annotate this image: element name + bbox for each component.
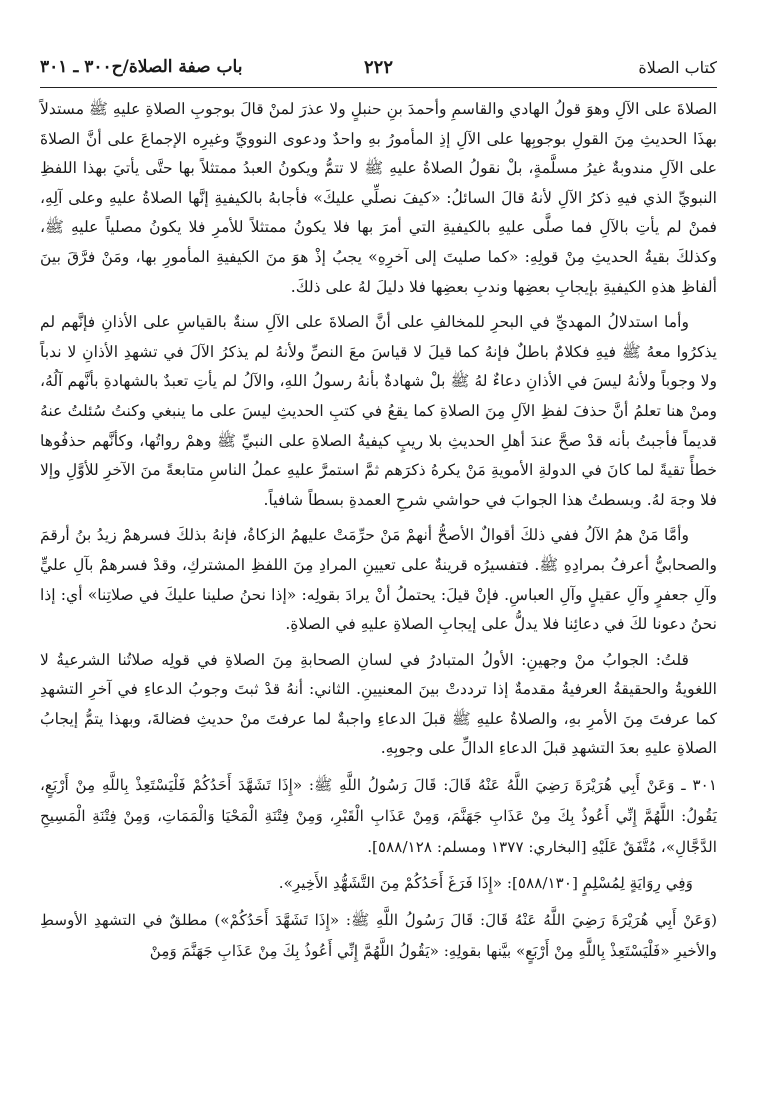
hadith-riwaya: وَفِي رِوَايَةٍ لِمُسْلِمٍ [٥٨٨/١٣٠]: «إِذَا فَرَغَ أَحَدُكُمْ مِنَ التَّشَهُّدِ الأَخِيرِ». [278,874,693,893]
paragraph: وأمَّا مَنْ همُ الآلُ ففي ذلكَ أقوالٌ الأصحُّ أنهمْ مَنْ حرِّمَتْ عليهمُ الزكاةُ، فإنهُ بذلكَ فسرهمْ زيدُ بنُ أرقمَ والصحابيُّ أعرفُ بمرادِهِ ﷺ. فتفسيرُه قرينةٌ على تعيينِ المرادِ مِنَ اللفظِ المشتركِ، وقدْ فسرهمْ بآلِ عليٍّ وآلِ جعفرٍ وآلِ عقيلٍ وآلِ العباسِ. فإنْ قيلَ: يحتملُ أنْ يرادَ بقولِه: «إذا نحنُ صلينا عليكَ في صلاتِنا» أي: إذا نحنُ دعونا لكَ في دعائِنا فلا يدلُّ على إيجابِ الصلاةِ عليهِ في الصلاةِ. [40,526,717,634]
hadith-text: ٣٠١ ـ وَعَنْ أَبِي هُرَيْرَةَ رَضِيَ اللَّهُ عَنْهُ قَالَ: قَالَ رَسُولُ اللَّهِ ﷺ: «إِذَا تَشَهَّدَ أَحَدُكُمْ فَلْيَسْتَعِذْ بِاللَّهِ مِنْ أَرْبَعٍ، يَقُولُ: اللَّهُمَّ إِنِّي أَعُوذُ بِكَ مِنْ عَذَابِ جَهَنَّمَ، وَمِنْ عَذَابِ الْقَبْرِ، وَمِنْ فِتْنَةِ الْمَحْيَا وَالْمَمَاتِ، وَمِنْ فِتْنَةِ الْمَسِيحِ الدَّجَّالِ»، مُتَّفَقٌ عَلَيْهِ [البخاري: ١٣٧٧ ومسلم: ٥٨٨/١٢٨]. [40,776,717,857]
paragraph: وأما استدلالُ المهديِّ في البحرِ للمخالفِ على أنَّ الصلاةَ على الآلِ سنةٌ بالقياسِ على الأذانِ فإنَّهم لم يذكرُوا معهُ ﷺ فيهِ فكلامٌ باطلٌ فإنهُ كما قيلَ لا قياسَ معَ النصِّ ولأنهُ لم يذكرُ الآلَ في تشهدِ الأذانِ لا ندباً ولا وجوباً ولأنهُ ليسَ في الأذانِ دعاءٌ لهُ ﷺ بلْ شهادةٌ بأنهُ رسولُ اللهِ، والآلُ لم يأتِ تعبدٌ بالشهادةِ بأنَّهم آلُهُ، ومنْ هنا تعلمُ أنَّ حذفَ لفظِ الآلِ مِنَ الصلاةِ كما يقعُ في كتبِ الحديثِ ليسَ على ما ينبغي وكنتُ سُئلتُ عنهُ قديماً فأجبتُ بأنه قدْ صحَّ عندَ أهلِ الحديثِ بلا ريبٍ كيفيةُ الصلاةِ على النبيِّ ﷺ وهمْ رواتُها، وكأنَّهم حذفُوها خطأً تقيةً لما كانَ في الدولةِ الأمويةِ مَنْ يكرهُ ذكرَهم ثمَّ استمرَّ عليهِ عملُ الناسِ متابعةً منَ الآخرِ للأوَّلِ وإلا فلا وجهَ لهُ. وبسطتُ هذا الجوابَ في حواشي شرحِ العمدةِ بسطاً شافياً. [40,313,717,509]
chapter-title: باب صفة الصلاة/ح٣٠٠ ـ ٣٠١ [40,57,243,77]
paragraph: الصلاةَ على الآلِ وهوَ قولُ الهادي والقاسمِ وأحمدَ بنِ حنبلٍ ولا عذرَ لمنْ قالَ بوجوبِ الصلاةِ عليهِ ﷺ مستدلاً بهذَا الحديثِ مِنَ القولِ بوجوبِها على الآلِ إذِ المأمورُ بهِ واحدٌ ودعوى النوويِّ وغيرِه الإجماعَ على أنَّ الصلاةَ على الآلِ مندوبةٌ غيرُ مسلَّمةٍ، بلْ نقولُ الصلاةُ عليهِ ﷺ لا تتمُّ ويكونُ العبدُ ممتثلاً بها حتَّى يأتيَ بهذا اللفظِ النبويِّ الذي فيهِ ذكرُ الآلِ لأنهُ قالَ السائلُ: «كيفَ نصلِّي عليكَ» فأجابهُ بالكيفيةِ إنَّها الصلاةُ عليهِ وعلى آلِهِ، فمنْ لم يأتِ بالآلِ فما صلَّى عليهِ بالكيفيةِ التي أمرَ بها فلا يكونُ ممتثلاً للأمرِ فلا يكونُ مصلياً عليهِ ﷺ، وكذلكَ بقيةُ الحديثِ مِنْ قولِهِ: «كما صليتَ إلى آخرِهِ» يجبُ إذْ هوَ منَ الكيفيةِ المأمورِ بها، ومَنْ فرَّقَ بينَ ألفاظِ هذهِ الكيفيةِ بإيجابِ بعضِها وندبِ بعضِها فلا دليلَ لهُ على ذلكَ. [40,100,717,296]
paragraph: (وَعَنْ أَبِي هُرَيْرَةَ رَضِيَ اللَّهُ عَنْهُ قَالَ: قَالَ رَسُولُ اللَّهِ ﷺ: «إِذَا تَشَهَّدَ أَحَدُكُمْ») مطلقٌ في التشهدِ الأوسطِ والأخيرِ «فَلْيَسْتَعِذْ بِاللَّهِ مِنْ أَرْبَعٍ» بيَّنها بقولِهِ: «يَقُولُ اللَّهُمَّ إِنِّي أَعُوذُ بِكَ مِنْ عَذَابِ جَهَنَّمَ وَمِنْ [40,910,717,960]
header-rule [40,87,717,88]
page-body [40,95,717,973]
book-title: كتاب الصلاة [638,57,717,77]
paragraph: قلتُ: الجوابُ منْ وجهينِ: الأولُ المتبادرُ في لسانِ الصحابةِ مِنَ الصلاةِ في قولِه صلاتُنا الشرعيةُ لا اللغويةُ والحقيقةُ العرفيةُ مقدمةٌ إذا ترددتْ بينَ المعنيينِ. الثاني: أنهُ قدْ ثبتَ وجوبُ الدعاءِ في آخرِ التشهدِ كما عرفتَ مِنَ الأمرِ بهِ، والصلاةُ عليهِ ﷺ قبلَ الدعاءِ واجبةٌ لما عرفتَ منْ حديثِ فضالةَ، وبهذا يتمُّ إيجابُ الصلاةِ عليهِ بعدَ التشهدِ قبلَ الدعاءِ الدالِّ على وجوبِهِ. [40,650,717,758]
page-number: ٢٢٢ [363,56,394,78]
page-header [40,52,717,82]
